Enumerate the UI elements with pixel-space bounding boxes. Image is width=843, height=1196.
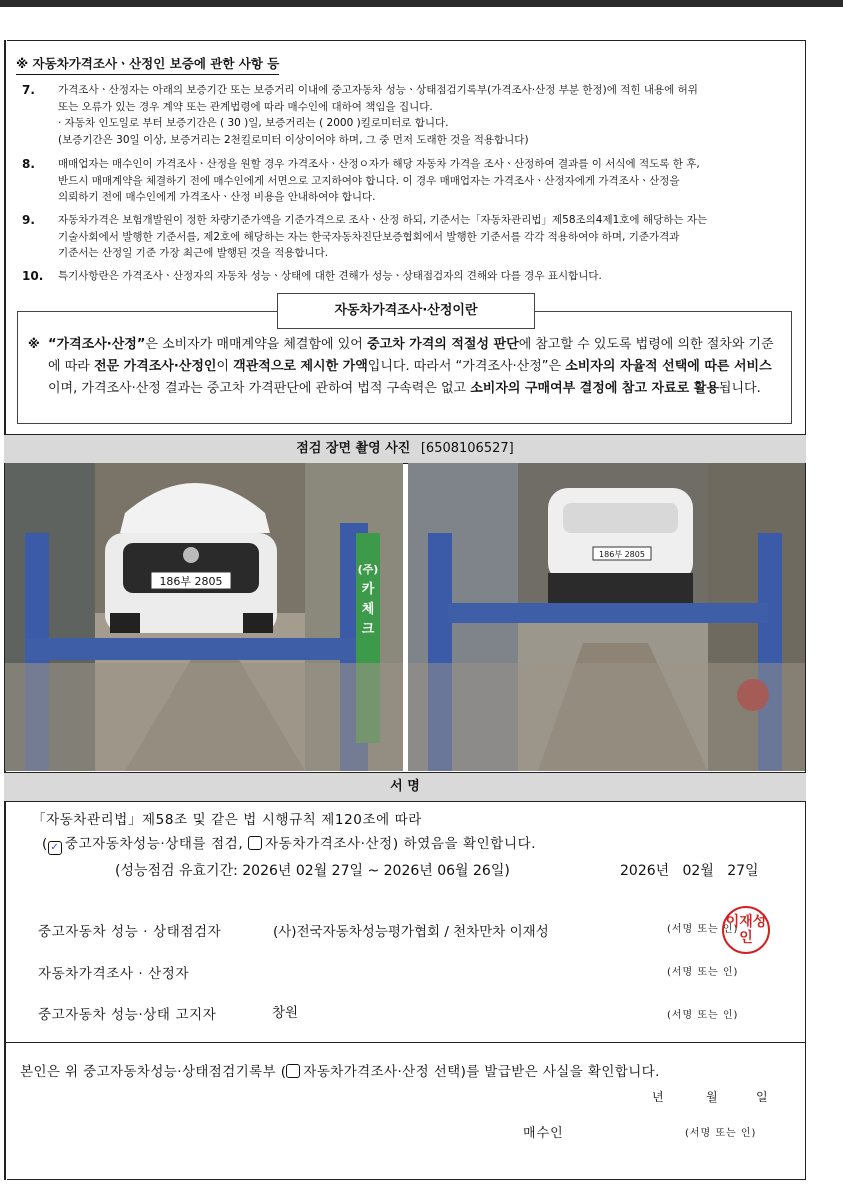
notice-item xyxy=(22,268,794,285)
notice-item xyxy=(22,156,794,206)
notice-item-line: 기준서는 산정일 기준 가장 최근에 발행된 것을 적용합니다. xyxy=(58,247,329,259)
notice-item xyxy=(22,212,794,262)
top-bar xyxy=(0,0,843,7)
banner-char-2: 체 xyxy=(361,602,375,617)
inspection-date: 2026년 02월 27일 xyxy=(620,863,759,879)
checkbox-buyer-appraisal[interactable] xyxy=(286,1064,300,1078)
option-performance: 중고자동차성능·상태를 점검, xyxy=(64,836,244,852)
buyer-day: 일 xyxy=(756,1090,769,1104)
notice-item-line: 의뢰하기 전에 매수인에게 가격조사ㆍ산정 비용을 안내하여야 합니다. xyxy=(58,191,376,203)
notice-item-text xyxy=(58,268,794,285)
buyer-confirm-suffix: 자동차가격조사·산정 선택)를 발급받은 사실을 확인합니다. xyxy=(303,1064,660,1080)
buyer-month: 월 xyxy=(706,1090,719,1104)
banner-char-3: 크 xyxy=(361,622,375,637)
inspection-photo-rear xyxy=(408,463,805,771)
photo-section-header xyxy=(4,434,806,464)
buyer-sign-hint[interactable]: (서명 또는 인) xyxy=(685,1128,757,1139)
notice-item-line: 매매업자는 매수인이 가격조사ㆍ산정을 원할 경우 가격조사ㆍ산정ㅇ자가 해당 자동차 가격을 조사ㆍ산정하여 결과를 이 서식에 적도록 한 후, xyxy=(58,158,700,170)
validity-period: (성능점검 유효기간: 2026년 02월 27일 ~ 2026년 06월 26일) xyxy=(115,863,510,879)
buyer-confirmation xyxy=(20,1060,660,1080)
notice-item-line: 가격조사ㆍ산정자는 아래의 보증기간 또는 보증거리 이내에 중고자동차 성능ㆍ상태점검기록부(가격조사·산정 부분 한정)에 적힌 내용에 허위 xyxy=(58,84,698,96)
buyer-label: 매수인 xyxy=(523,1126,564,1141)
notifier-name: 창원 xyxy=(272,1005,299,1021)
buyer-year: 년 xyxy=(652,1090,665,1104)
notice-item-line: 또는 오류가 있는 경우 계약 또는 관계법령에 따라 매수인에 대하여 책임을 집니다. xyxy=(58,100,433,113)
inspector-label: 중고자동차 성능 · 상태점검자 xyxy=(38,924,222,940)
photo-front-illustration xyxy=(5,463,403,771)
inspector-seal: 이재성인 xyxy=(722,906,770,954)
banner-char-1: 카 xyxy=(361,582,375,597)
banner-label: (주) xyxy=(357,563,379,576)
appraiser-sign-hint[interactable]: (서명 또는 인) xyxy=(667,967,739,978)
signature-section-header: 서 명 xyxy=(4,772,806,802)
inspector-name: (사)전국자동차성능평가협회 / 천차만차 이재성 xyxy=(273,924,549,940)
notice-item-text xyxy=(58,212,794,262)
photo-section-title: 점검 장면 촬영 사진 xyxy=(296,441,411,456)
notice-item-number: 10. xyxy=(22,269,44,283)
notice-item-number: 7. xyxy=(22,83,35,97)
definition-title: 자동차가격조사·산정이란 xyxy=(277,293,535,329)
notice-item-number: 9. xyxy=(22,213,35,227)
notice-item-line: · 자동차 인도일로 부터 보증기간은 ( 30 )일, 보증거리는 ( 2000 )킬로미터로 합니다. xyxy=(58,117,449,129)
notice-item xyxy=(22,82,794,148)
notifier-sign-hint[interactable]: (서명 또는 인) xyxy=(667,1010,739,1021)
checkbox-performance-inspection[interactable]: ✓ xyxy=(48,841,62,855)
section-title: ※ 자동차가격조사ㆍ산정인 보증에 관한 사항 등 xyxy=(16,54,279,75)
notice-item-text xyxy=(58,156,794,206)
notice-item-line: 기술사회에서 발행한 기준서를, 제2호에 해당하는 자는 한국자동차진단보증협회에서 발행한 기준서를 각각 적용하여야 하며, 기준가격과 xyxy=(58,230,680,243)
checkbox-price-appraisal[interactable] xyxy=(248,836,262,850)
buyer-confirm-prefix: 본인은 위 중고자동차성능·상태점검기록부 ( xyxy=(20,1064,287,1080)
notice-item-line: 자동차가격은 보험개발원이 정한 차량기준가액을 기준가격으로 조사ㆍ산정 하되, 기준서는「자동차관리법」제58조의4제1호에 해당하는 자는 xyxy=(58,214,708,226)
notice-item-number: 8. xyxy=(22,157,35,171)
confirm-options: ( ✓ 중고자동차성능·상태를 점검, 자동차가격조사·산정) 하였음을 확인합니다. xyxy=(42,836,537,853)
notice-item-line: 특기사항란은 가격조사ㆍ산정자의 자동차 성능ㆍ상태에 대한 견해가 성능ㆍ상태점검자의 견해와 다를 경우 표시합니다. xyxy=(58,270,602,282)
option-appraisal: 자동차가격조사·산정) 하였음을 확인합니다. xyxy=(265,836,537,852)
inspection-photo-front xyxy=(5,463,403,771)
photo-rear-illustration xyxy=(408,463,805,771)
law-reference: 「자동차관리법」제58조 및 같은 법 시행규칙 제120조에 따라 xyxy=(32,812,422,828)
photo-section-code: [6508106527] xyxy=(420,441,514,456)
notifier-label: 중고자동차 성능·상태 고지자 xyxy=(38,1007,217,1023)
notice-item-text xyxy=(58,82,794,148)
plate-rear: 186부 2805 xyxy=(599,550,645,559)
notice-item-line: 반드시 매매계약을 체결하기 전에 매수인에게 서면으로 고지하여야 합니다. 이 경우 매매업자는 가격조사ㆍ산정자에게 가격조사ㆍ산정을 xyxy=(58,174,680,187)
inspector-sign-hint: (서명 또는 인) xyxy=(667,924,739,935)
divider xyxy=(4,1042,806,1043)
notice-item-line: (보증기간은 30일 이상, 보증거리는 2천킬로미터 이상이어야 하며, 그 중 먼저 도래한 것을 적용합니다) xyxy=(58,133,529,146)
definition-text: “가격조사·산정”은 소비자가 매매계약을 체결함에 있어 중고차 가격의 적절성 판단에 참고할 수 있도록 법령에 의한 절차와 기준에 따라 전문 가격조사·산정인이 객관적으로 제시한 가액입니다. 따라서 “가격조사·산정”은 소비자의 자율적 선택에 따른 서비스이며, 가격조사·산정 결과는 중고차 가격판단에 관하여 법적 구속력은 없고 소비자의 구매여부 결정에 참고 자료로 활용됩니다. xyxy=(48,337,774,396)
note-mark: ※ xyxy=(28,337,40,351)
appraiser-label: 자동차가격조사 · 산정자 xyxy=(38,966,190,982)
plate-front: 186부 2805 xyxy=(159,575,223,588)
